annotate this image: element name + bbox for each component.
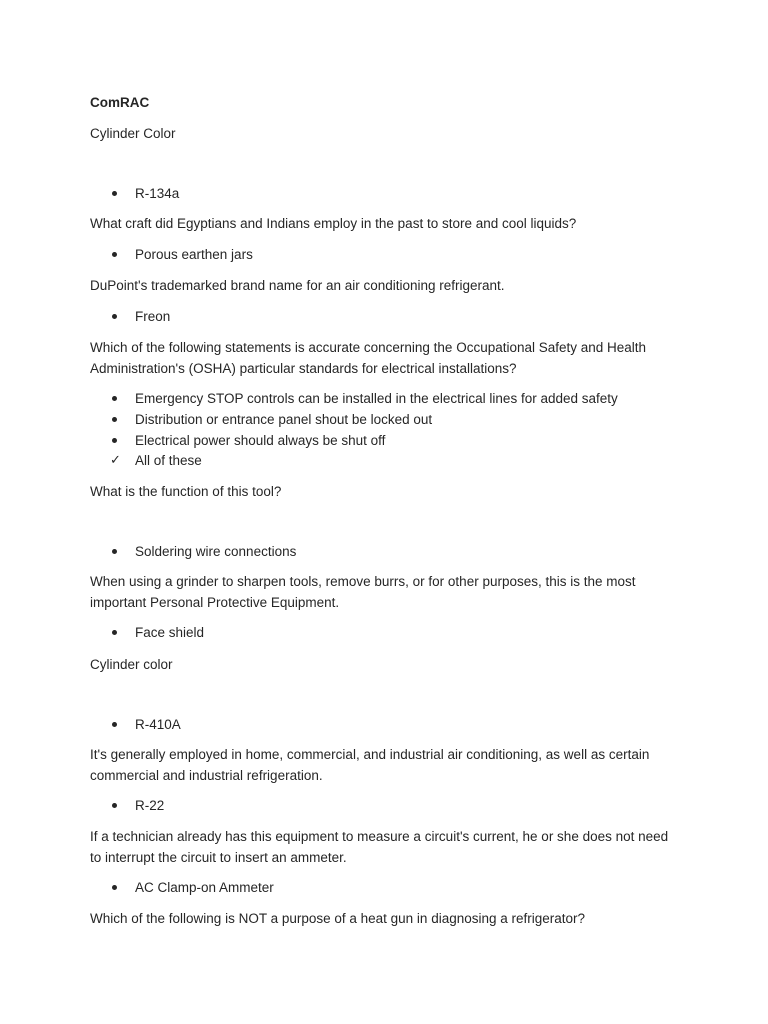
bullet-icon xyxy=(112,191,117,196)
question-text: When using a grinder to sharpen tools, remove burrs, or for other purposes, this is the most important Personal Protective Equipment. xyxy=(90,574,636,610)
bullet-icon xyxy=(112,885,117,890)
answer-text: R-22 xyxy=(135,798,165,813)
bullet-icon xyxy=(112,630,117,635)
answer-text: R-134a xyxy=(135,186,180,201)
bullet-icon xyxy=(112,314,117,319)
question-text: Cylinder Color xyxy=(90,126,176,141)
answer-text: Face shield xyxy=(135,625,205,640)
question-text: If a technician already has this equipment to measure a circuit's current, he or she does not need to interrupt the circuit to insert an ammeter. xyxy=(90,829,669,865)
bullet-icon xyxy=(112,252,117,257)
question-text: Which of the following is NOT a purpose of a heat gun in diagnosing a refrigerator? xyxy=(90,911,586,926)
answer-text: Porous earthen jars xyxy=(135,247,253,262)
answer-text: All of these xyxy=(135,453,202,468)
option-text: Distribution or entrance panel shout be locked out xyxy=(135,412,433,427)
answer-text: AC Clamp-on Ammeter xyxy=(135,880,274,895)
answer-text: R-410A xyxy=(135,717,181,732)
bullet-icon xyxy=(112,722,117,727)
question-text: DuPoint's trademarked brand name for an air conditioning refrigerant. xyxy=(90,278,505,293)
document-title: ComRAC xyxy=(90,95,150,110)
bullet-icon xyxy=(112,417,117,422)
checkmark-icon: ✓ xyxy=(110,452,121,467)
bullet-icon xyxy=(112,549,117,554)
option-text: Electrical power should always be shut off xyxy=(135,433,386,448)
answer-text: Soldering wire connections xyxy=(135,544,297,559)
bullet-icon xyxy=(112,396,117,401)
option-text: Emergency STOP controls can be installed in the electrical lines for added safety xyxy=(135,391,618,406)
question-text: Which of the following statements is accurate concerning the Occupational Safety and Health Administration's (OSHA) particular standards for electrical installations? xyxy=(90,340,647,376)
question-text: It's generally employed in home, commercial, and industrial air conditioning, as well as certain commercial and industrial refrigeration. xyxy=(90,747,650,783)
question-text: What is the function of this tool? xyxy=(90,484,282,499)
bullet-icon xyxy=(112,438,117,443)
answer-text: Freon xyxy=(135,309,171,324)
question-text: Cylinder color xyxy=(90,657,173,672)
question-text: What craft did Egyptians and Indians employ in the past to store and cool liquids? xyxy=(90,216,577,231)
bullet-icon xyxy=(112,803,117,808)
